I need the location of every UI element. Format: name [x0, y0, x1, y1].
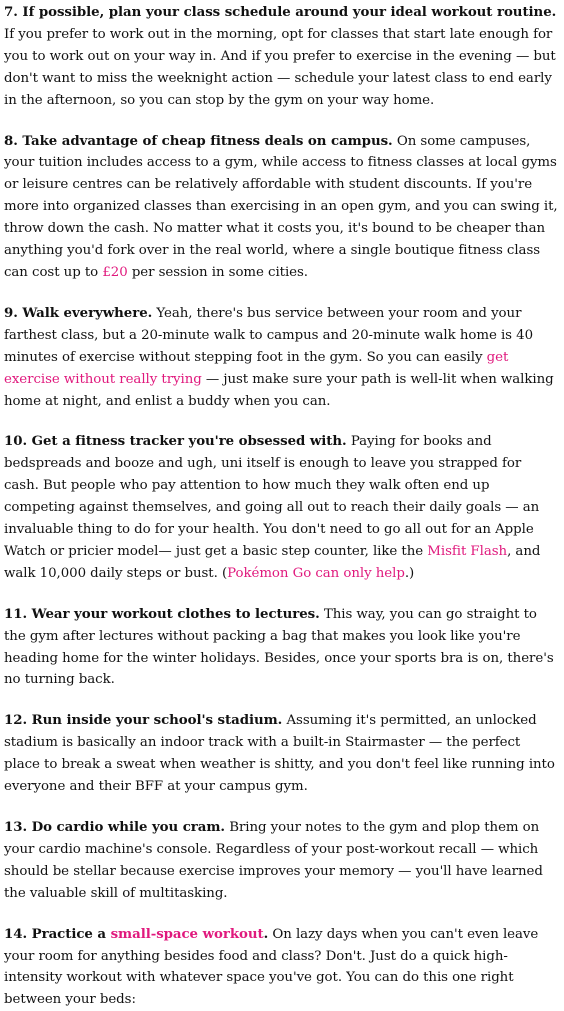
tip-9-paragraph — [4, 303, 560, 413]
tip-11-paragraph — [4, 604, 560, 692]
tip-14-paragraph — [4, 924, 560, 1011]
tip-10-heading: 10. Get a fitness tracker you're obsessed with. — [4, 433, 347, 450]
tip-7-heading: 7. If possible, plan your class schedule around your ideal workout routine. — [4, 4, 557, 20]
tip-8-paragraph — [4, 131, 560, 284]
link-misfit-flash[interactable]: Misfit Flash — [427, 543, 508, 559]
tip-8-heading: 8. Take advantage of cheap fitness deals on campus. — [4, 132, 393, 149]
tip-14-heading-end: . — [263, 925, 269, 942]
link-pokemon-go[interactable]: Pokémon Go can only help — [227, 565, 405, 581]
tip-10-paragraph — [4, 431, 560, 584]
tip-9-heading: 9. Walk everywhere. — [4, 304, 153, 321]
tip-10-text-end: .) — [404, 565, 415, 581]
tip-14-text: On lazy days when you can't even leave your room for anything besides food and class? Don't. Just do a quick high-intensity workout with whatever space you've got. You can do this one right between your beds: — [4, 926, 539, 1008]
tip-9-text-end: — just make sure your path is well-lit when walking home at night, and enlist a buddy when you can. — [4, 371, 554, 409]
link-class-price[interactable]: £20 — [102, 264, 128, 280]
tip-11-text: This way, you can go straight to the gym after lectures without packing a bag that makes you look like you're heading home for the winter holidays. Besides, once your sports bra is on, there's no turning back. — [4, 606, 554, 688]
tip-12-heading: 12. Run inside your school's stadium. — [4, 712, 283, 729]
tip-13-paragraph — [4, 817, 560, 905]
tip-7-text: If you prefer to work out in the morning, opt for classes that start late enough for you to work out on your way in. And if you prefer to exercise in the evening — but don't want to miss the weeknight action — schedule your latest class to end early in the afternoon, so you can stop by the gym on your way home. — [4, 26, 556, 108]
tip-8-text: On some campuses, your tuition includes access to a gym, while access to fitness classes at local gyms or leisure centres can be relatively affordable with student discounts. If you're more into organized classes than exercising in an open gym, and you can swing it, throw down the cash. No matter what it costs you, it's bound to be cheaper than anything you'd fork over in the real world, where a single boutique fitness class can cost up to — [4, 133, 558, 280]
tip-10-text-mid: , and walk 10,000 daily steps or bust. ( — [4, 543, 541, 581]
link-exercise-without-trying[interactable]: get exercise without really trying — [4, 349, 509, 387]
link-small-space-workout[interactable]: small-space workout — [110, 925, 264, 942]
tip-9-text: Yeah, there's bus service between your room and your farthest class, but a 20-minute walk to campus and 20-minute walk home is 40 minutes of exercise without stepping foot in the gym. So you can easily — [4, 305, 534, 365]
tip-7-paragraph — [4, 2, 560, 112]
tip-12-text: Assuming it's permitted, an unlocked stadium is basically an indoor track with a built-in Stairmaster — the perfect place to break a sweat when weather is shitty, and you don't feel like running into everyone and their BFF at your campus gym. — [4, 713, 555, 795]
tip-13-text: Bring your notes to the gym and plop them on your cardio machine's console. Regardless of your post-workout recall — which should be stellar because exercise improves your memory — you'll have learned the valuable skill of multitasking. — [4, 820, 543, 901]
tip-10-text: Paying for books and bedspreads and booze and ugh, uni itself is enough to leave you strapped for cash. But people who pay attention to how much they walk often end up competing against themselves, and going all out to reach their daily goals — an invaluable thing to do for your health. You don't need to go all out for an Apple Watch or pricier model— just get a basic step counter, like the — [4, 434, 540, 559]
tip-13-heading: 13. Do cardio while you cram. — [4, 819, 226, 835]
tip-8-text-end: per session in some cities. — [127, 264, 308, 280]
tip-14-heading: 14. Practice a — [4, 925, 111, 942]
tip-11-heading: 11. Wear your workout clothes to lectures. — [4, 605, 320, 622]
